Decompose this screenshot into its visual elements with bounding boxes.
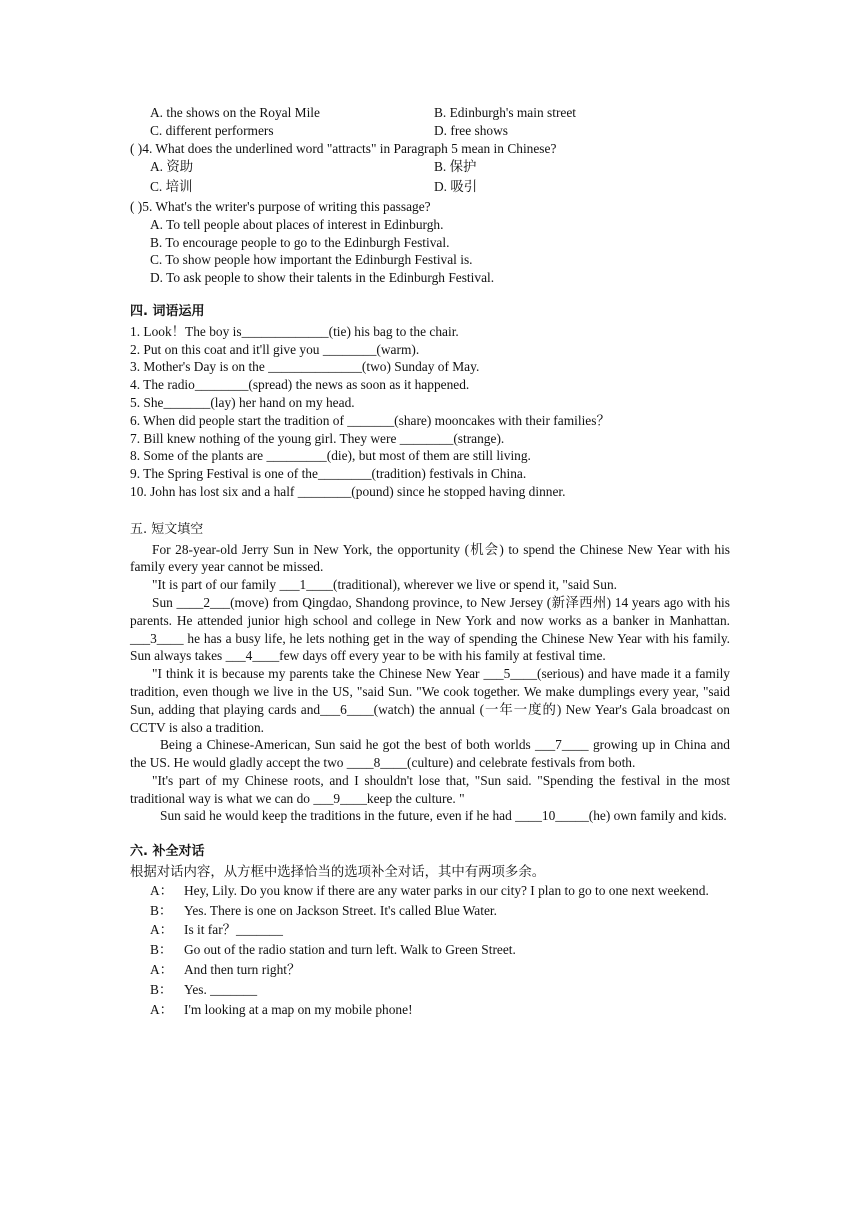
speaker: A： — [150, 962, 174, 978]
q4-option-d: D. 吸引 — [434, 179, 478, 195]
dialogue-line — [150, 961, 730, 979]
section6-instruction: 根据对话内容，从方框中选择恰当的选项补全对话，其中有两项多余。 — [130, 864, 546, 880]
q4-options-row2 — [130, 178, 730, 196]
dialogue-line — [150, 981, 730, 999]
passage-paragraph: "It's part of my Chinese roots, and I shouldn't lose that, "Sun said. "Spending the festival in the most traditional way is what we can do ___9____keep the culture. " — [130, 772, 730, 806]
word-item: 1. Look！The boy is_____________(tie) his bag to the chair. — [130, 323, 459, 339]
q5-option-b: B. To encourage people to go to the Edinburgh Festival. — [150, 234, 450, 250]
utterance: And then turn right？ — [184, 962, 301, 978]
q4-options-row1 — [130, 158, 730, 176]
word-item: 8. Some of the plants are _________(die), but most of them are still living. — [130, 448, 531, 464]
section5-passage — [130, 541, 730, 826]
dialogue-line — [150, 921, 730, 939]
q3-option-b: B. Edinburgh's main street — [434, 105, 577, 120]
passage-paragraph: Sun ____2___(move) from Qingdao, Shandong province, to New Jersey (新泽西州) 14 years ago with his parents. He attended junior high school and college in New York and now works as a banker in Manhattan. ___3____ he has a busy life, he lets nothing get in the way of spending the Chinese New Year with his family. Sun always takes ___4____few days off every year to be with his family at festival time. — [130, 594, 730, 664]
speaker: B： — [150, 942, 173, 958]
utterance: Yes. There is one on Jackson Street. It's called Blue Water. — [184, 902, 497, 918]
q3-option-a: A. the shows on the Royal Mile — [150, 105, 320, 120]
utterance: Is it far？_______ — [184, 922, 283, 938]
word-item: 4. The radio________(spread) the news as soon as it happened. — [130, 377, 470, 393]
q4-stem: ( )4. What does the underlined word "attracts" in Paragraph 5 mean in Chinese? — [130, 140, 557, 156]
utterance: Go out of the radio station and turn left. Walk to Green Street. — [184, 942, 516, 958]
speaker: A： — [150, 922, 174, 938]
q3-options-row1 — [130, 104, 730, 122]
q3-option-d: D. free shows — [434, 122, 509, 138]
section4-title: 四. 词语运用 — [130, 303, 205, 319]
word-item: 3. Mother's Day is on the ______________(two) Sunday of May. — [130, 359, 480, 375]
passage-paragraph: For 28-year-old Jerry Sun in New York, the opportunity (机会) to spend the Chinese New Year with his family every year cannot be missed. — [130, 541, 730, 575]
word-item: 7. Bill knew nothing of the young girl. They were ________(strange). — [130, 430, 505, 446]
dialogue-line — [150, 902, 730, 920]
dialogue — [130, 882, 730, 1019]
word-item: 6. When did people start the tradition of _______(share) mooncakes with their families？ — [130, 412, 610, 428]
q4-option-c: C. 培训 — [150, 179, 193, 195]
dialogue-line — [150, 882, 730, 900]
dialogue-line — [150, 941, 730, 959]
q4-option-a: A. 资助 — [150, 159, 194, 175]
q3-options-row2 — [130, 122, 730, 140]
section4-items — [130, 323, 730, 501]
passage-paragraph: Being a Chinese-American, Sun said he got the best of both worlds ___7____ growing up in China and the US. He would gladly accept the two ____8____(culture) and celebrate festivals from both. — [130, 737, 730, 771]
passage-paragraph: "I think it is because my parents take the Chinese New Year ___5____(serious) and have made it a family tradition, even though we live in the US, "said Sun. "We cook together. We make dumplings every year, "said Sun, adding that playing cards and___6____(watch) the annual (一年一度的) New Year's Gala broadcast on CCTV is also a tradition. — [130, 666, 730, 735]
word-item: 10. John has lost six and a half ________(pound) since he stopped having dinner. — [130, 483, 566, 499]
worksheet-page — [130, 104, 730, 1020]
q3-option-c: C. different performers — [150, 122, 274, 138]
q5-option-d: D. To ask people to show their talents in the Edinburgh Festival. — [150, 270, 495, 286]
speaker: B： — [150, 902, 173, 918]
dialogue-line — [150, 1001, 730, 1019]
speaker: A： — [150, 1001, 174, 1017]
speaker: B： — [150, 981, 173, 997]
utterance: Yes. _______ — [184, 981, 258, 997]
passage-paragraph: Sun said he would keep the traditions in the future, even if he had ____10_____(he) own family and kids. — [160, 808, 727, 824]
q5-option-c: C. To show people how important the Edinburgh Festival is. — [150, 252, 473, 268]
utterance: Hey, Lily. Do you know if there are any water parks in our city? I plan to go to one next weekend. — [184, 882, 709, 898]
utterance: I'm looking at a map on my mobile phone! — [184, 1001, 413, 1017]
word-item: 9. The Spring Festival is one of the________(tradition) festivals in China. — [130, 466, 527, 482]
q5-option-a: A. To tell people about places of interest in Edinburgh. — [150, 216, 444, 232]
speaker: A： — [150, 882, 174, 898]
word-item: 2. Put on this coat and it'll give you ________(warm). — [130, 341, 420, 357]
passage-paragraph: "It is part of our family ___1____(traditional), wherever we live or spend it, "said Sun. — [152, 577, 617, 593]
q5-stem: ( )5. What's the writer's purpose of writing this passage? — [130, 198, 431, 214]
word-item: 5. She_______(lay) her hand on my head. — [130, 394, 355, 410]
q4-option-b: B. 保护 — [434, 159, 477, 175]
section5-title: 五. 短文填空 — [130, 521, 204, 537]
section6-title: 六. 补全对话 — [130, 844, 205, 860]
